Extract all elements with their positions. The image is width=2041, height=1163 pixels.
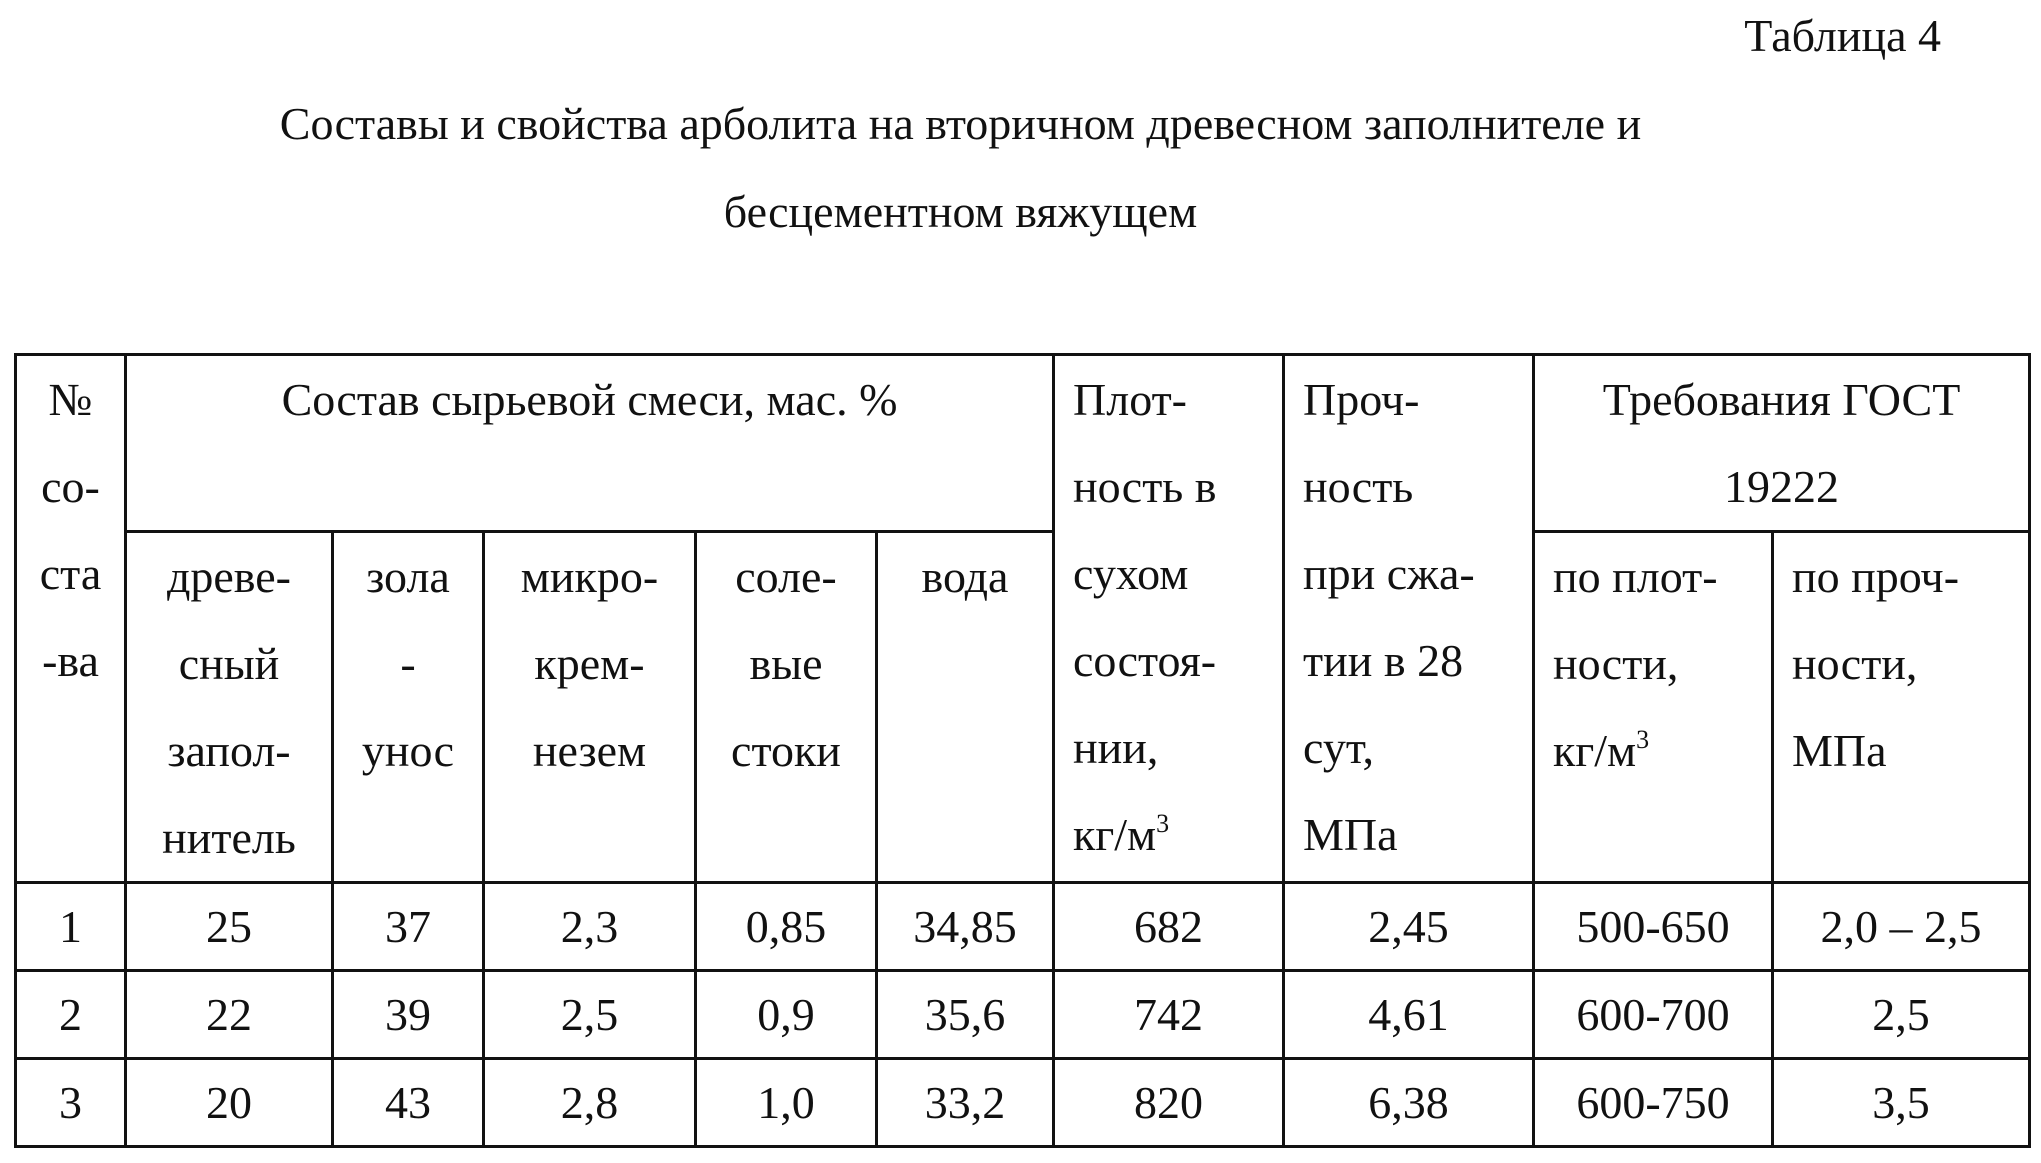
cell-value: 600-700 <box>1576 989 1730 1040</box>
header-salt-effluent-line: соле- <box>735 551 837 602</box>
cell-value: 4,61 <box>1368 989 1449 1040</box>
header-fly-ash <box>333 532 484 883</box>
header-gost-density-unit-text: кг/м <box>1553 725 1637 776</box>
table-title-line-1: Составы и свойства арболита на вторичном древесном заполнителе и <box>279 98 1642 149</box>
header-wood-filler-line: сный <box>178 638 280 689</box>
header-gost-density <box>1534 532 1773 883</box>
header-density-unit <box>1055 791 1282 878</box>
table-cell <box>333 883 484 971</box>
table-cell <box>126 971 333 1059</box>
cell-value: 2,8 <box>560 1077 619 1128</box>
cell-value: 2,0 – 2,5 <box>1820 901 1982 952</box>
header-microsilica-line: микро- <box>520 551 659 602</box>
header-strength <box>1284 355 1534 883</box>
header-number-line: со- <box>41 461 100 512</box>
header-wood-filler <box>126 532 333 883</box>
header-gost-density-line: ности, <box>1553 638 1679 689</box>
cell-value: 0,9 <box>757 989 815 1040</box>
cell-value: 500-650 <box>1576 901 1730 952</box>
cell-value: 37 <box>385 901 431 952</box>
table-cell <box>333 1059 484 1147</box>
table-cell <box>484 971 696 1059</box>
header-number-line: ста <box>39 548 102 599</box>
header-gost-strength-line: ности, <box>1792 638 1918 689</box>
table-cell <box>1534 1059 1773 1147</box>
cell-value: 1,0 <box>757 1077 815 1128</box>
unit-superscript: 3 <box>1156 809 1170 838</box>
table-cell <box>877 883 1054 971</box>
table-row <box>16 1059 2030 1147</box>
header-composition-group <box>126 355 1054 532</box>
header-wood-filler-line: древе- <box>166 551 291 602</box>
table-cell <box>1054 971 1284 1059</box>
header-strength-line: тии в 28 <box>1303 635 1464 686</box>
header-strength-line: ность <box>1303 461 1414 512</box>
header-row-1 <box>16 355 2030 532</box>
header-gost-line: 19222 <box>1724 461 1840 512</box>
table-cell <box>1773 1059 2030 1147</box>
header-gost-strength-line: по проч- <box>1792 551 1960 602</box>
table-number: Таблица 4 <box>1744 10 1941 61</box>
header-density-line: ность в <box>1073 461 1217 512</box>
table-cell <box>1773 883 2030 971</box>
header-water-line: вода <box>921 551 1009 602</box>
header-density-line: состоя- <box>1073 635 1217 686</box>
header-strength-line: МПа <box>1303 809 1398 860</box>
composition-table <box>14 353 2031 1148</box>
header-fly-ash-line: унос <box>361 725 455 776</box>
cell-value: 820 <box>1134 1077 1204 1128</box>
header-density-line: Плот- <box>1073 374 1188 425</box>
cell-value: 2,5 <box>560 989 619 1040</box>
header-row-2 <box>16 532 2030 883</box>
unit-superscript: 3 <box>1636 725 1650 754</box>
header-gost-strength <box>1773 532 2030 883</box>
header-strength-line: при сжа- <box>1303 548 1475 599</box>
header-number <box>16 355 126 883</box>
header-fly-ash-line: зола <box>366 551 450 602</box>
cell-value: 33,2 <box>924 1077 1006 1128</box>
cell-value: 34,85 <box>913 901 1017 952</box>
cell-value: 25 <box>206 901 252 952</box>
table-cell <box>1534 971 1773 1059</box>
header-gost-line: Требования ГОСТ <box>1602 374 1961 425</box>
table-cell <box>1284 883 1534 971</box>
table-cell <box>1054 1059 1284 1147</box>
header-density-line: сухом <box>1073 548 1189 599</box>
table-title-line-2: бесцементном вяжущем <box>723 186 1198 237</box>
header-gost-density-unit <box>1535 707 1771 794</box>
table-cell <box>484 1059 696 1147</box>
table-cell <box>126 1059 333 1147</box>
header-salt-effluent-line: стоки <box>731 725 841 776</box>
header-salt-effluent <box>696 532 877 883</box>
table-row <box>16 971 2030 1059</box>
table-cell <box>1284 1059 1534 1147</box>
cell-value: 39 <box>385 989 431 1040</box>
header-strength-line: сут, <box>1303 722 1374 773</box>
table-row <box>16 883 2030 971</box>
cell-value: 6,38 <box>1368 1077 1449 1128</box>
header-gost-density-line: по плот- <box>1553 551 1718 602</box>
cell-value: 0,85 <box>745 901 827 952</box>
cell-value: 43 <box>385 1077 431 1128</box>
header-density-line: нии, <box>1073 722 1159 773</box>
cell-value: 600-750 <box>1576 1077 1730 1128</box>
cell-value: 2,3 <box>560 901 619 952</box>
header-water <box>877 532 1054 883</box>
table-cell <box>1284 971 1534 1059</box>
cell-value: 35,6 <box>924 989 1006 1040</box>
table-cell <box>333 971 484 1059</box>
table-cell <box>484 883 696 971</box>
header-wood-filler-line: запол- <box>167 725 291 776</box>
table-cell <box>16 971 126 1059</box>
header-composition-label: Состав сырьевой смеси, мас. % <box>281 374 898 425</box>
cell-value: 1 <box>59 901 82 952</box>
header-microsilica-line: крем- <box>534 638 645 689</box>
cell-value: 2,5 <box>1872 989 1930 1040</box>
header-gost-strength-line: МПа <box>1792 725 1887 776</box>
cell-value: 3,5 <box>1872 1077 1930 1128</box>
header-number-line: -ва <box>42 635 99 686</box>
header-gost-group <box>1534 355 2030 532</box>
table-cell <box>696 1059 877 1147</box>
header-microsilica <box>484 532 696 883</box>
cell-value: 22 <box>206 989 252 1040</box>
header-density <box>1054 355 1284 883</box>
header-salt-effluent-line: вые <box>749 638 823 689</box>
table-cell <box>16 883 126 971</box>
table-cell <box>16 1059 126 1147</box>
table-cell <box>877 1059 1054 1147</box>
header-density-unit-text: кг/м <box>1073 809 1157 860</box>
header-microsilica-line: незем <box>532 725 647 776</box>
table-cell <box>1534 883 1773 971</box>
header-strength-line: Проч- <box>1303 374 1420 425</box>
cell-value: 2 <box>59 989 82 1040</box>
cell-value: 742 <box>1134 989 1204 1040</box>
table-cell <box>126 883 333 971</box>
header-number-line: № <box>48 374 93 425</box>
cell-value: 682 <box>1134 901 1204 952</box>
table-cell <box>877 971 1054 1059</box>
cell-value: 3 <box>59 1077 82 1128</box>
header-wood-filler-line: нитель <box>162 812 296 863</box>
table-cell <box>696 883 877 971</box>
table-cell <box>696 971 877 1059</box>
table-cell <box>1054 883 1284 971</box>
table-cell <box>1773 971 2030 1059</box>
header-fly-ash-line: - <box>400 638 416 689</box>
cell-value: 2,45 <box>1368 901 1449 952</box>
cell-value: 20 <box>206 1077 252 1128</box>
